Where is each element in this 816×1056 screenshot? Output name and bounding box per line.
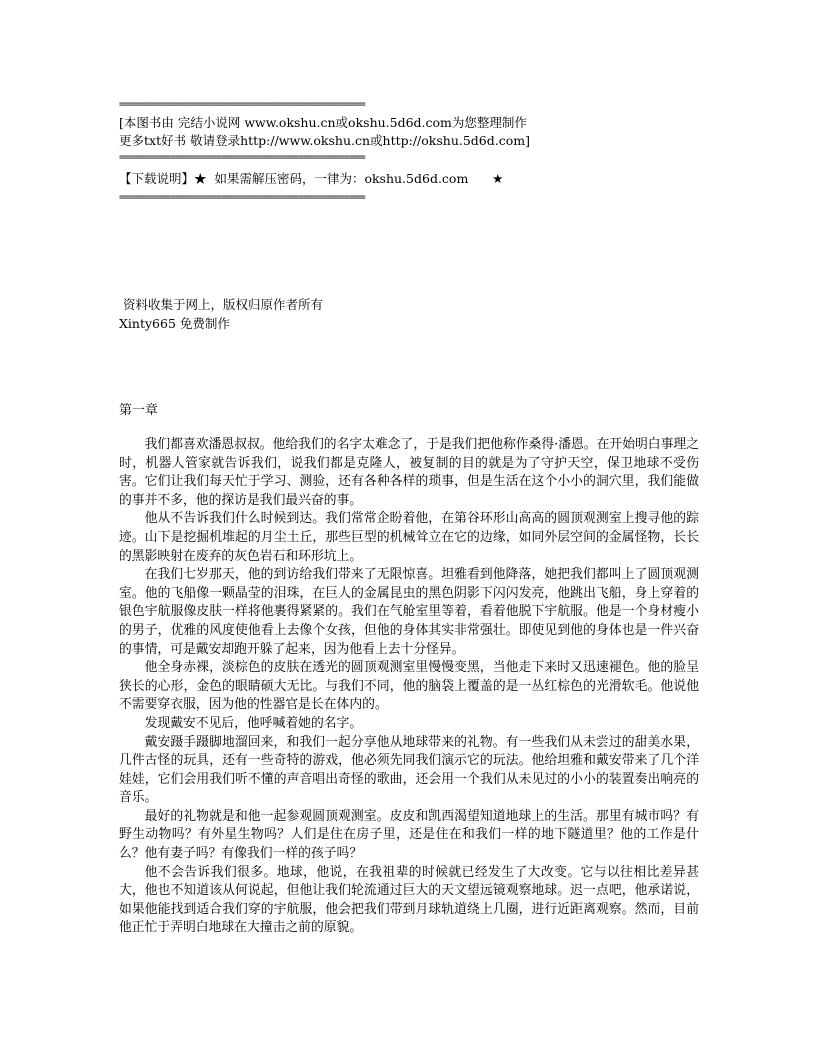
paragraph: 最好的礼物就是和他一起参观圆顶观测室。皮皮和凯西渴望知道地球上的生活。那里有城市吗？有野生动物吗？有外星生物吗？人们是住在房子里，还是住在和我们一样的地下隧道里？他的工作是什么？他有妻子吗？有像我们一样的孩子吗？ (119, 808, 699, 862)
header-line-1: [本图书由 完结小说网 www.okshu.cn或okshu.5d6d.com为您整理制作 (119, 115, 527, 130)
download-note: 【下载说明】★ 如果需解压密码，一律为：okshu.5d6d.com ★ (119, 171, 504, 186)
paragraph: 他全身赤裸，淡棕色的皮肤在透光的圆顶观测室里慢慢变黑，当他走下来时又迅速褪色。他的脸呈狭长的心形，金色的眼睛硕大无比。与我们不同，他的脑袋上覆盖的是一丛红棕色的光滑软毛。他说他不需要穿衣服，因为他的性器官是长在体内的。 (119, 660, 699, 713)
credits-line-2: Xinty665 免费制作 (119, 316, 230, 331)
paragraph: 我们都喜欢潘恩叔叔。他给我们的名字太难念了，于是我们把他称作桑得·潘恩。在开始明白事理之时，机器人管家就告诉我们，说我们都是克隆人，被复制的目的就是为了守护天空，保卫地球不受伤害。它们让我们每天忙于学习、测验，还有各种各样的琐事，但是生活在这个小小的洞穴里，我们能做的事并不多，他的探访是我们最兴奋的事。 (119, 437, 699, 508)
credits-line-1: 资料收集于网上，版权归原作者所有 (119, 297, 323, 312)
paragraph: 在我们七岁那天，他的到访给我们带来了无限惊喜。坦雅看到他降落，她把我们都叫上了圆顶观测室。他的飞船像一颗晶莹的泪珠，在巨人的金属昆虫的黑色阴影下闪闪发亮，他跳出飞船，身上穿着的银色宇航服像皮肤一样将他裹得紧紧的。我们在气舱室里等着，看着他脱下宇航服。他是一个身材瘦小的男子，优雅的风度使他看上去像个女孩，但他的身体其实非常强壮。即使见到他的身体也是一件兴奋的事情，可是戴安却跑开躲了起来，因为他看上去十分怪异。 (119, 567, 699, 657)
header-rule-bottom: ================================================ (119, 192, 365, 203)
chapter-title: 第一章 (119, 403, 159, 418)
header-rule-top: ================================================ (119, 99, 365, 110)
paragraph: 发现戴安不见后，他呼喊着她的名字。 (144, 715, 363, 731)
paragraph: 戴安蹑手蹑脚地溜回来，和我们一起分享他从地球带来的礼物。有一些我们从未尝过的甜美水果，几件古怪的玩具，还有一些奇特的游戏，他必须先同我们演示它的玩法。他给坦雅和戴安带来了几个洋娃娃，它们会用我们听不懂的声音唱出奇怪的歌曲，还会用一个我们从未见过的小小的装置奏出响亮的音乐。 (119, 734, 699, 806)
chapter-body (119, 436, 699, 938)
header-line-2: 更多txt好书 敬请登录http://www.okshu.cn或http://okshu.5d6d.com] (119, 133, 530, 148)
paragraph: 他不会告诉我们很多。地球，他说，在我祖辈的时候就已经发生了大改变。它与以往相比差异甚大，他也不知道该从何说起，但他让我们轮流通过巨大的天文望远镜观察地球。迟一点吧，他承诺说，如果他能找到适合我们穿的宇航服，他会把我们带到月球轨道绕上几圈，进行近距离观察。然而，目前他正忙于弄明白地球在大撞击之前的原貌。 (119, 864, 699, 936)
header-rule-middle: ================================================ (119, 152, 365, 163)
paragraph: 他从不告诉我们什么时候到达。我们常常企盼着他，在第谷环形山高高的圆顶观测室上搜寻他的踪迹。山下是挖掘机堆起的月尘土丘，那些巨型的机械耸立在它的边缘，如同外层空间的金属怪物，长长的黑影映射在废弃的灰色岩石和环形坑上。 (119, 511, 699, 564)
